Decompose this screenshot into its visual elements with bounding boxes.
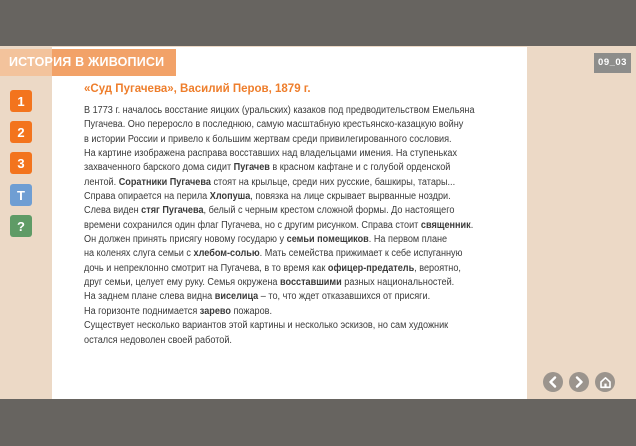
text-line: времени сохранился один флаг Пугачева, но с другим рисунком. Справа стоит священник. [84, 219, 474, 231]
text-line: на коленях слуга семьи с хлебом-солью. Мать семейства прижимает к себе испуганную [84, 248, 463, 260]
text-line: На картине изображена расправа восставших над владельцами имения. На ступеньках [84, 148, 458, 160]
text-line: лентой. Соратники Пугачева стоят на крыльце, среди них русские, башкиры, татары... [84, 176, 456, 188]
content-card [52, 47, 527, 399]
text-line: друг семьи, целует ему руку. Семья окружена восставшими разных национальностей. [84, 277, 455, 289]
chevron-right-icon [574, 376, 584, 388]
text-line: Он должен принять присягу новому государю у семьи помещиков. На первом плане [84, 234, 448, 246]
sidebar-item-text[interactable]: T [10, 184, 32, 206]
text-line: остался недоволен своей работой. [84, 334, 232, 346]
slide-code-badge: 09_03 [594, 53, 631, 73]
sidebar-item-1[interactable]: 1 [10, 90, 32, 112]
text-line: На горизонте поднимается зарево пожаров. [84, 305, 273, 317]
text-line: Существует несколько вариантов этой картины и несколько эскизов, но сам художник [84, 320, 449, 332]
text-line: в истории России и привело к большим жертвам среди привилегированного сословия. [84, 133, 452, 145]
text-line: Справа опирается на перила Хлопуша, повязка на лице скрывает вырванные ноздри. [84, 191, 451, 203]
top-bar [0, 0, 636, 46]
sidebar-item-2[interactable]: 2 [10, 121, 32, 143]
forward-button[interactable] [569, 372, 589, 392]
description-text [84, 104, 529, 348]
sidebar-item-3[interactable]: 3 [10, 152, 32, 174]
text-line: Слева виден стяг Пугачева, белый с черным крестом сложной формы. До настоящего [84, 205, 455, 217]
sidebar-item-help[interactable]: ? [10, 215, 32, 237]
back-button[interactable] [543, 372, 563, 392]
home-icon [599, 376, 612, 389]
text-line: дочь и непреклонно смотрит на Пугачева, в то время как офицер-предатель, вероятно, [84, 262, 461, 274]
text-line: захваченного барского дома сидит Пугачев в красном кафтане и с голубой орденской [84, 162, 451, 174]
painting-title: «Суд Пугачева», Василий Перов, 1879 г. [84, 83, 311, 95]
home-button[interactable] [595, 372, 615, 392]
bottom-bar [0, 399, 636, 446]
text-line: На заднем плане слева видна виселица – то, что ждет отказавшихся от присяги. [84, 291, 431, 303]
text-line: Пугачева. Оно переросло в последнюю, самую масштабную крестьянско-казацкую войну [84, 119, 464, 131]
text-line: В 1773 г. началось восстание яицких (уральских) казаков под предводительством Емельяна [84, 105, 475, 116]
page-title: ИСТОРИЯ В ЖИВОПИСИ [9, 55, 165, 69]
chevron-left-icon [548, 376, 558, 388]
